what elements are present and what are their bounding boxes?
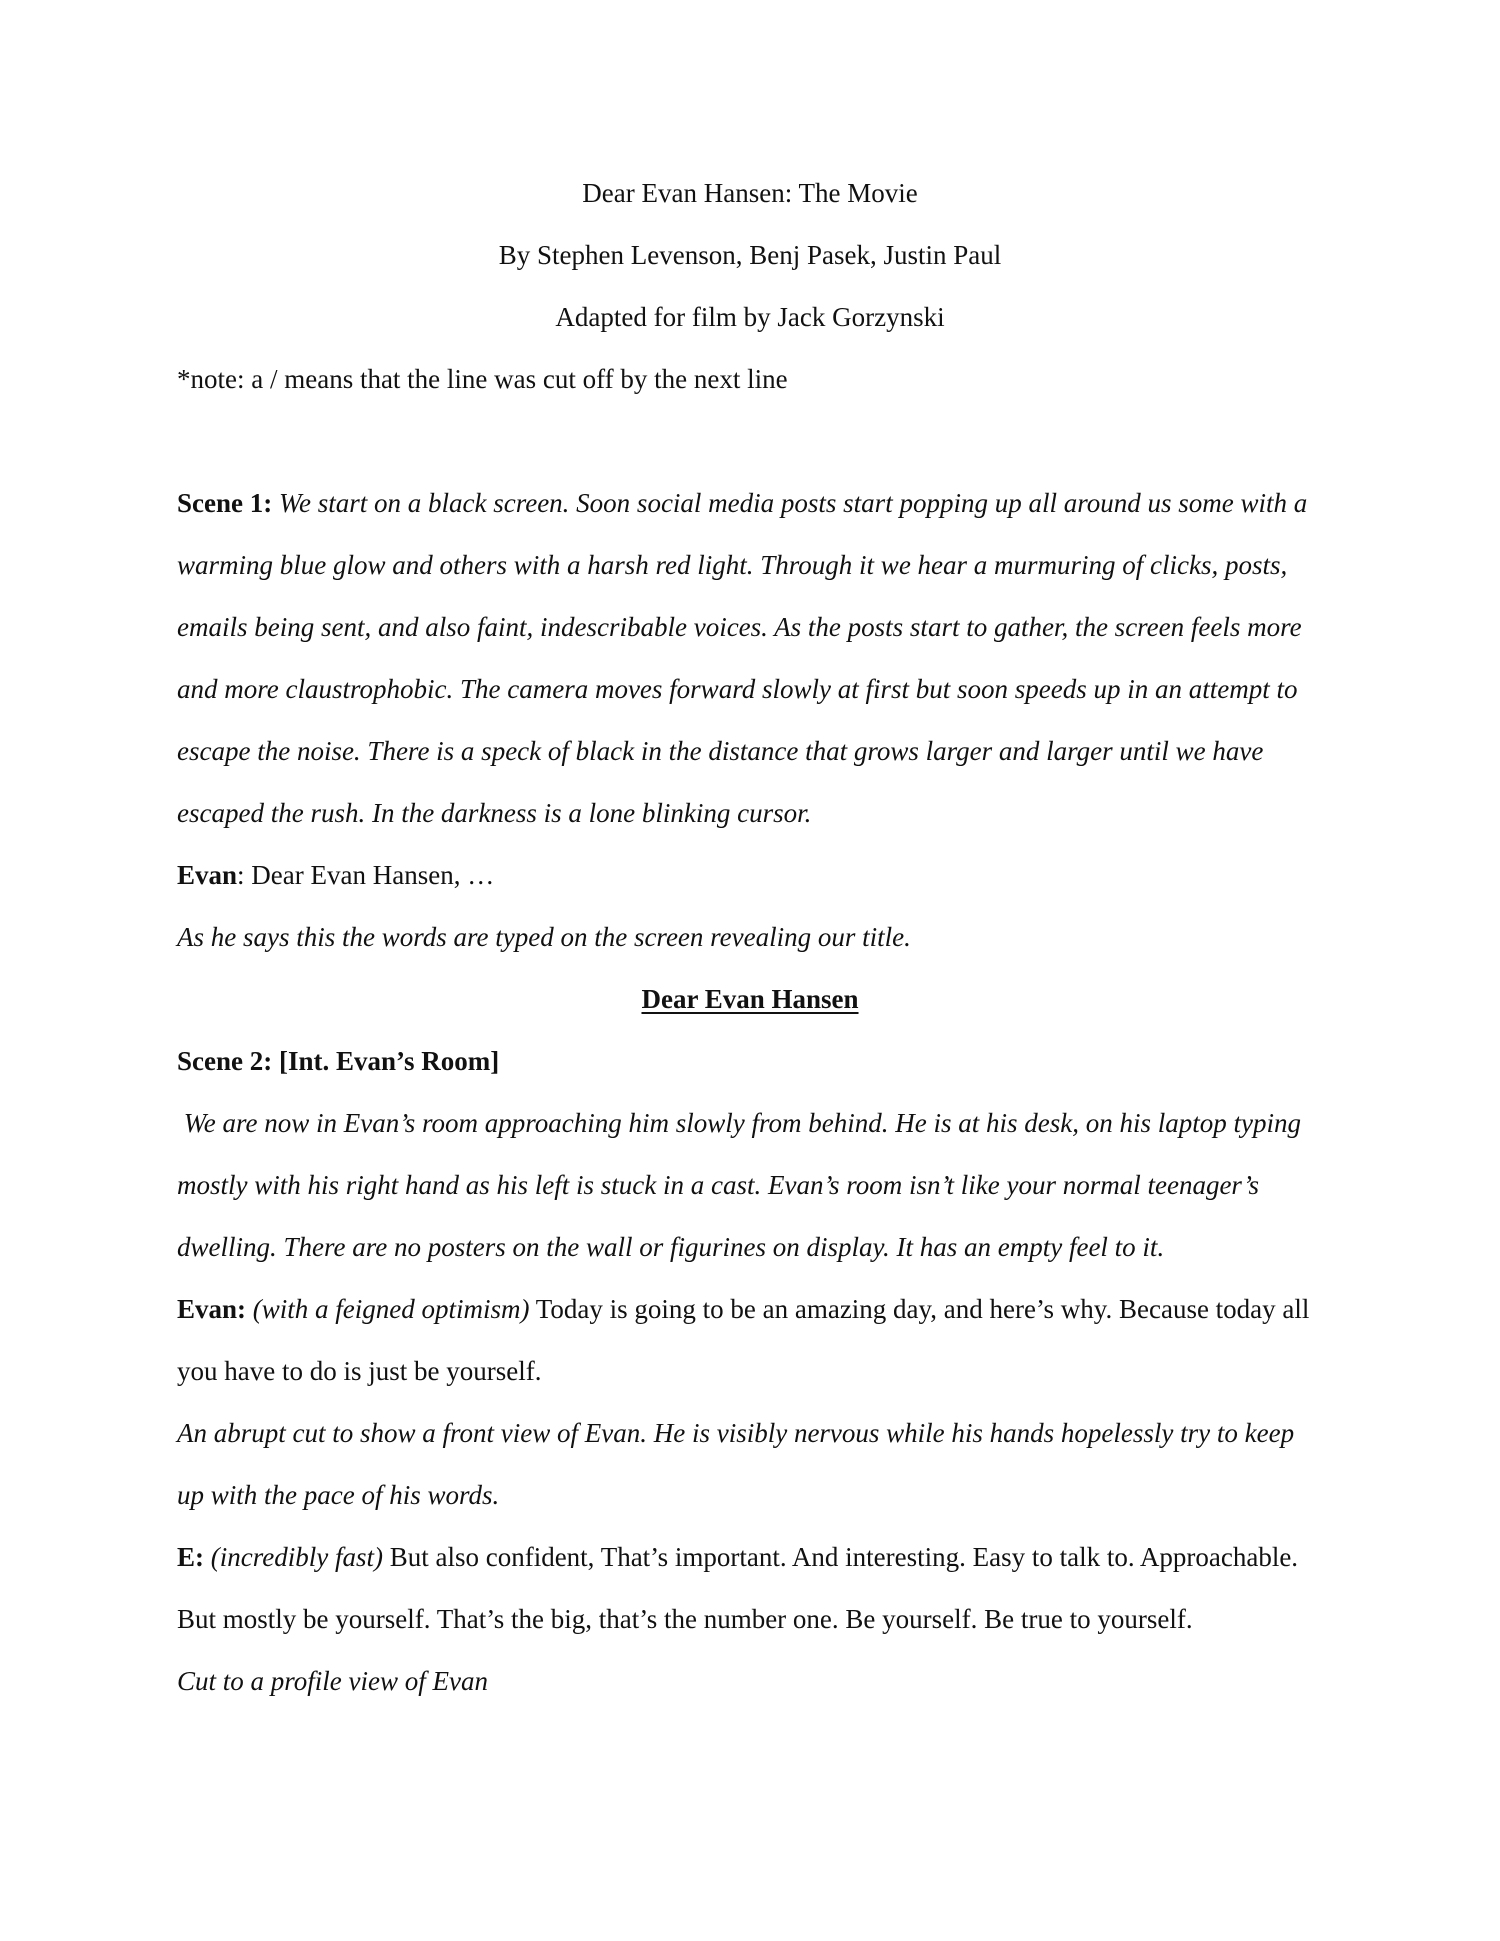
speaker-name: E:: [177, 1542, 204, 1572]
stage-direction-3: Cut to a profile view of Evan: [177, 1666, 488, 1696]
dialogue-text: : Dear Evan Hansen, …: [237, 860, 495, 890]
speaker-name: Evan:: [177, 1294, 247, 1324]
scene1-line-6: escaped the rush. In the darkness is a lone blinking cursor.: [177, 798, 812, 828]
scene2-description-3: dwelling. There are no posters on the wall or figurines on display. It has an empty feel to it.: [177, 1232, 1165, 1262]
dialogue-text: Today is going to be an amazing day, and here’s why. Because today all: [529, 1294, 1310, 1324]
stage-direction-2b: up with the pace of his words.: [177, 1480, 500, 1510]
speaker-name: Evan: [177, 860, 238, 890]
scene1-line-2: warming blue glow and others with a harsh red light. Through it we hear a murmuring of clicks, posts,: [177, 550, 1288, 580]
scene2-description-2: mostly with his right hand as his left is stuck in a cast. Evan’s room isn’t like your normal teenager’s: [177, 1170, 1259, 1200]
parenthetical: (incredibly fast): [204, 1542, 383, 1572]
script-page: [177, 162, 1323, 1712]
scene1-line-3: emails being sent, and also faint, indescribable voices. As the posts start to gather, the screen feels more: [177, 612, 1302, 642]
spacer: [177, 410, 1323, 472]
dialogue-evan-1: [177, 844, 1323, 906]
title-card-line: [177, 968, 1323, 1030]
scene1-line-5: escape the noise. There is a speck of black in the distance that grows larger and larger until we have: [177, 736, 1264, 766]
stage-direction-2a: An abrupt cut to show a front view of Evan. He is visibly nervous while his hands hopelessly try to keep: [177, 1418, 1295, 1448]
parenthetical: (with a feigned optimism): [246, 1294, 530, 1324]
title-card: Dear Evan Hansen: [641, 984, 859, 1014]
scene1-line-4: and more claustrophobic. The camera moves forward slowly at first but soon speeds up in an attempt to: [177, 674, 1298, 704]
dialogue-evan-2-cont: you have to do is just be yourself.: [177, 1356, 542, 1386]
dialogue-evan-2: [177, 1278, 1323, 1340]
scene2-heading: Scene 2: [Int. Evan’s Room]: [177, 1046, 500, 1076]
document-title: Dear Evan Hansen: The Movie: [582, 178, 918, 208]
adaptation-line: Adapted for film by Jack Gorzynski: [555, 302, 945, 332]
stage-direction: As he says this the words are typed on the screen revealing our title.: [177, 922, 911, 952]
scene1-label: Scene 1:: [177, 488, 273, 518]
note-line: *note: a / means that the line was cut off by the next line: [177, 364, 788, 394]
dialogue-evan-3-cont: But mostly be yourself. That’s the big, that’s the number one. Be yourself. Be true to yourself.: [177, 1604, 1193, 1634]
dialogue-evan-3: [177, 1526, 1323, 1588]
authors-line: By Stephen Levenson, Benj Pasek, Justin Paul: [498, 240, 1002, 270]
scene1-text: We start on a black screen. Soon social media posts start popping up all around us some with a: [272, 488, 1308, 518]
scene1-line-1: [177, 472, 1323, 534]
dialogue-text: But also confident, That’s important. And interesting. Easy to talk to. Approachable.: [382, 1542, 1299, 1572]
scene2-description-1: We are now in Evan’s room approaching him slowly from behind. He is at his desk, on his laptop typing: [177, 1108, 1301, 1138]
